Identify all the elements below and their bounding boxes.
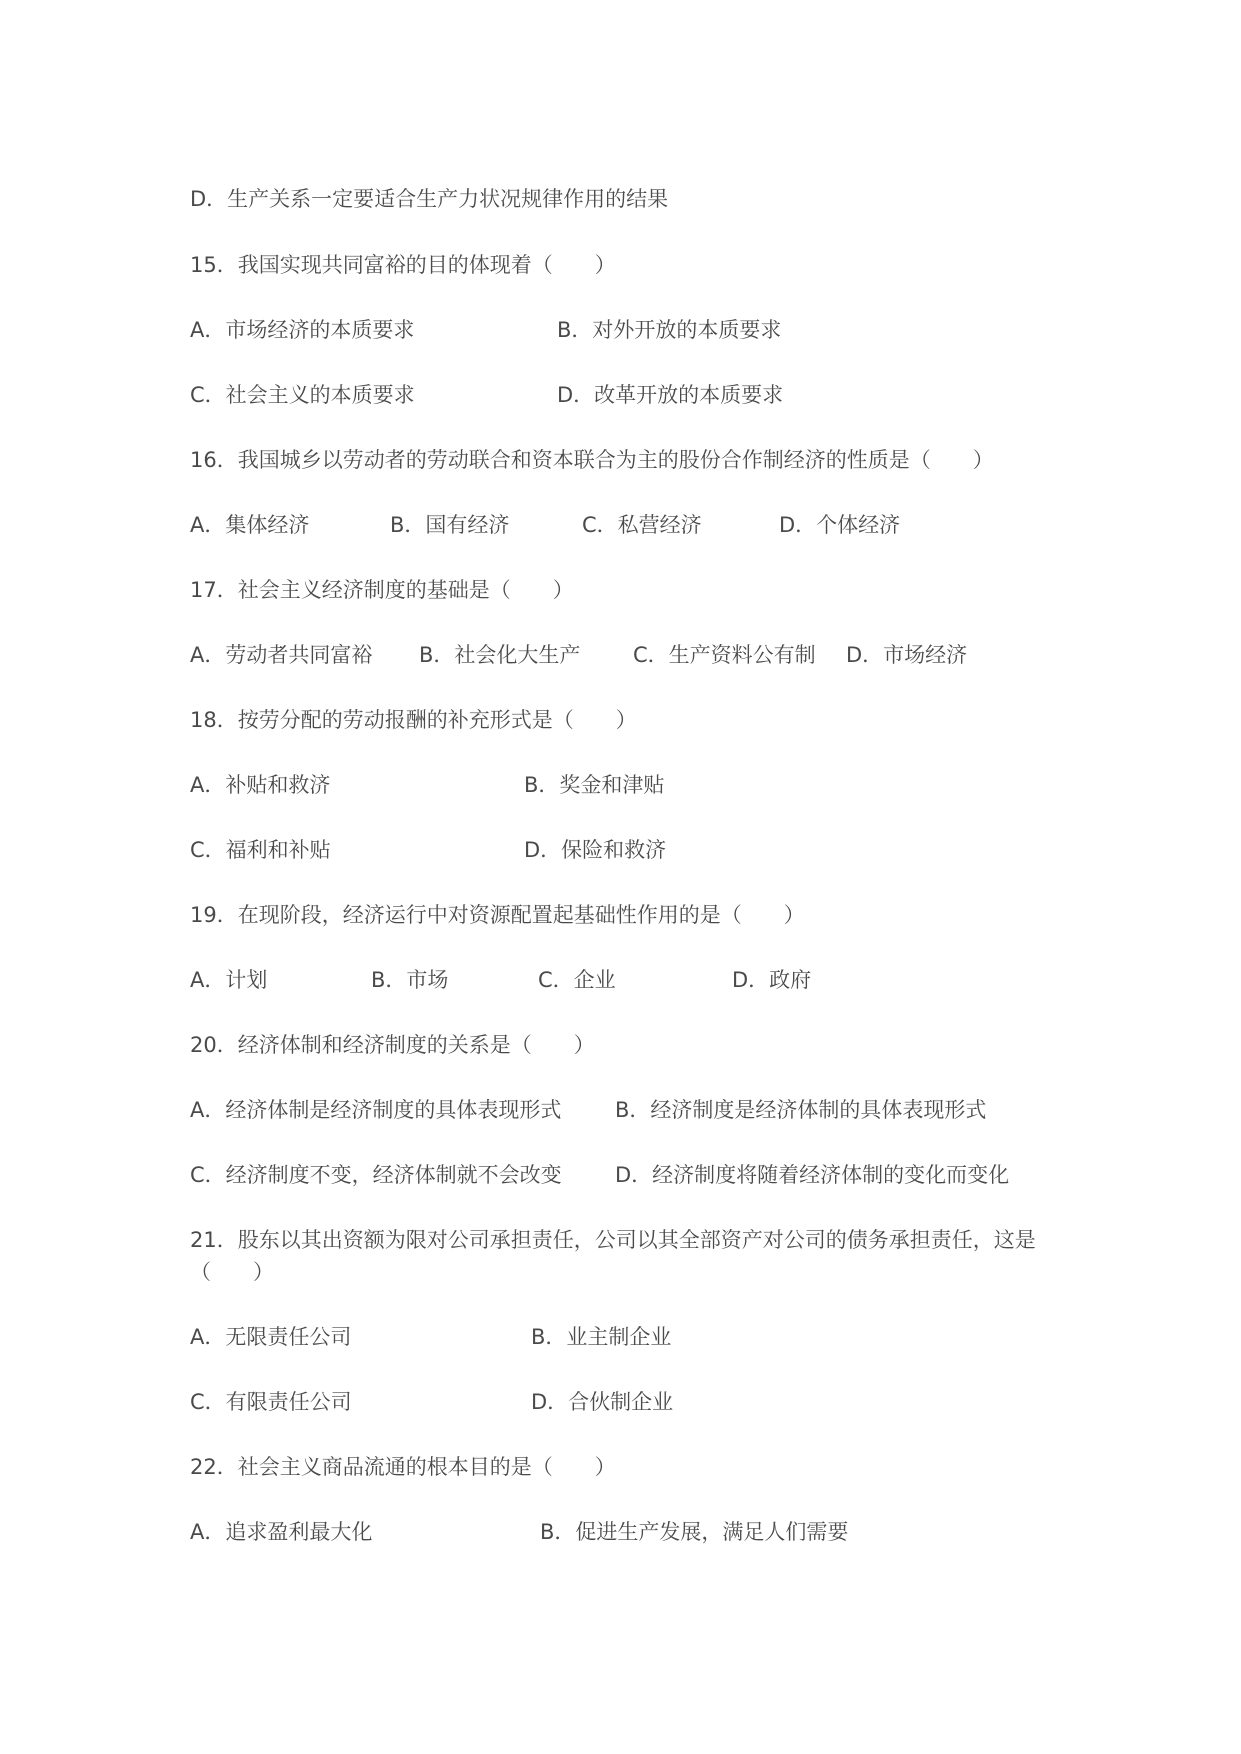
option-20-c: C．经济制度不变，经济体制就不会改变 bbox=[190, 1163, 562, 1187]
question-19: 19．在现阶段，经济运行中对资源配置起基础性作用的是（ ） bbox=[190, 903, 805, 927]
option-15-a: A．市场经济的本质要求 bbox=[190, 318, 415, 342]
option-19-c: C．企业 bbox=[538, 968, 616, 992]
option-22-a: A．追求盈利最大化 bbox=[190, 1520, 373, 1544]
question-15: 15．我国实现共同富裕的目的体现着（ ） bbox=[190, 253, 616, 277]
option-14-d: D．生产关系一定要适合生产力状况规律作用的结果 bbox=[190, 187, 669, 211]
option-19-b: B．市场 bbox=[371, 968, 449, 992]
option-15-c: C．社会主义的本质要求 bbox=[190, 383, 415, 407]
option-17-a: A．劳动者共同富裕 bbox=[190, 643, 373, 667]
option-21-c: C．有限责任公司 bbox=[190, 1390, 352, 1414]
question-21: 21．股东以其出资额为限对公司承担责任，公司以其全部资产对公司的债务承担责任，这是（ ） bbox=[190, 1228, 1036, 1284]
option-21-a: A．无限责任公司 bbox=[190, 1325, 352, 1349]
option-20-a: A．经济体制是经济制度的具体表现形式 bbox=[190, 1098, 562, 1122]
option-15-d: D．改革开放的本质要求 bbox=[557, 383, 784, 407]
option-20-d: D．经济制度将随着经济体制的变化而变化 bbox=[615, 1163, 1010, 1187]
option-17-b: B．社会化大生产 bbox=[419, 643, 581, 667]
option-16-b: B．国有经济 bbox=[390, 513, 510, 537]
option-16-a: A．集体经济 bbox=[190, 513, 310, 537]
option-15-b: B．对外开放的本质要求 bbox=[557, 318, 782, 342]
question-18: 18．按劳分配的劳动报酬的补充形式是（ ） bbox=[190, 708, 637, 732]
question-16: 16．我国城乡以劳动者的劳动联合和资本联合为主的股份合作制经济的性质是（ ） bbox=[190, 448, 994, 472]
option-18-d: D．保险和救济 bbox=[524, 838, 667, 862]
option-22-b: B．促进生产发展，满足人们需要 bbox=[540, 1520, 849, 1544]
option-19-a: A．计划 bbox=[190, 968, 268, 992]
option-19-d: D．政府 bbox=[732, 968, 812, 992]
option-21-b: B．业主制企业 bbox=[531, 1325, 672, 1349]
option-16-c: C．私营经济 bbox=[582, 513, 702, 537]
option-16-d: D．个体经济 bbox=[779, 513, 901, 537]
question-17: 17．社会主义经济制度的基础是（ ） bbox=[190, 578, 574, 602]
option-20-b: B．经济制度是经济体制的具体表现形式 bbox=[615, 1098, 987, 1122]
option-18-a: A．补贴和救济 bbox=[190, 773, 331, 797]
question-20: 20．经济体制和经济制度的关系是（ ） bbox=[190, 1033, 595, 1057]
option-17-c: C．生产资料公有制 bbox=[633, 643, 816, 667]
option-18-b: B．奖金和津贴 bbox=[524, 773, 665, 797]
option-21-d: D．合伙制企业 bbox=[531, 1390, 674, 1414]
question-22: 22．社会主义商品流通的根本目的是（ ） bbox=[190, 1455, 616, 1479]
option-18-c: C．福利和补贴 bbox=[190, 838, 331, 862]
option-17-d: D．市场经济 bbox=[846, 643, 968, 667]
